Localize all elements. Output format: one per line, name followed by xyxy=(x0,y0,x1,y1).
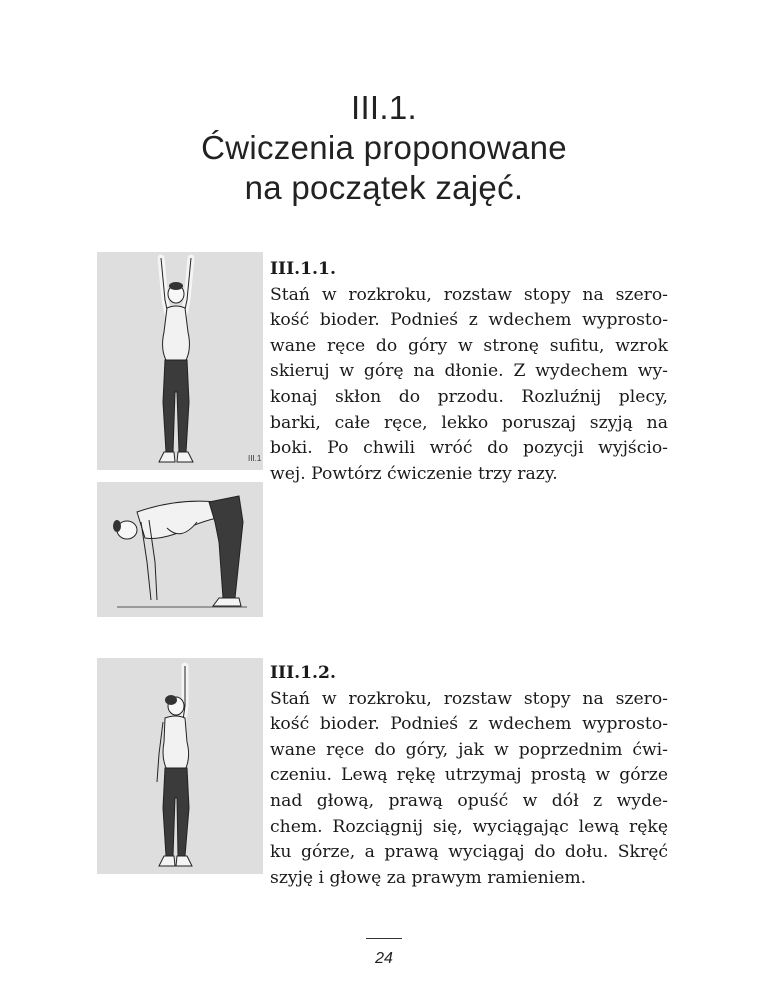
exercise-text-line: kość bioder. Podnieś z wdechem wyprosto- xyxy=(270,310,668,331)
exercise-text-line: wane ręce do góry w stronę sufitu, wzrok xyxy=(270,335,668,356)
exercise-text-line: skieruj w górę na dłonie. Z wydechem wy- xyxy=(270,361,668,382)
one-arm-stretch-illustration xyxy=(97,658,263,874)
chapter-title-line-2: na początek zajęć. xyxy=(244,169,524,206)
chapter-number: III.1. xyxy=(351,89,417,126)
forward-bend-illustration xyxy=(97,482,263,617)
exercise-text-line: czeniu. Lewą rękę utrzymaj prostą w górze xyxy=(270,765,668,786)
standing-arms-up-illustration xyxy=(97,252,263,470)
exercise-text-line: barki, całe ręce, lekko poruszaj szyją na xyxy=(270,412,668,433)
figure-label: III.1 xyxy=(248,454,262,463)
figure-one-arm-stretch xyxy=(97,658,263,874)
exercise-text-line: ku górze, a prawą wyciągaj do dołu. Skręć xyxy=(270,842,668,863)
exercise-2 xyxy=(270,661,668,891)
exercise-text-line: wane ręce do góry, jak w poprzednim ćwi- xyxy=(270,739,668,760)
page-number: 24 xyxy=(375,950,393,967)
exercise-text-line: kość bioder. Podnieś z wdechem wyprosto- xyxy=(270,714,668,735)
figure-standing-arms-up xyxy=(97,252,263,470)
exercise-text-line: Stań w rozkroku, rozstaw stopy na szero- xyxy=(270,688,668,709)
exercise-text-line: Stań w rozkroku, rozstaw stopy na szero- xyxy=(270,284,668,305)
exercise-text-line: nad głową, prawą opuść w dół z wyde- xyxy=(270,790,668,811)
exercise-text-line: chem. Rozciągnij się, wyciągając lewą rękę xyxy=(270,816,668,837)
exercise-1 xyxy=(270,257,668,487)
exercise-text-line: boki. Po chwili wróć do pozycji wyjścio- xyxy=(270,438,668,459)
footer-divider xyxy=(366,938,402,939)
exercise-number: III.1.2. xyxy=(270,663,336,683)
figure-forward-bend xyxy=(97,482,263,617)
exercise-text-line: szyję i głowę za prawym ramieniem. xyxy=(270,867,587,888)
chapter-title-line-1: Ćwiczenia proponowane xyxy=(201,129,567,166)
exercise-text-line: wej. Powtórz ćwiczenie trzy razy. xyxy=(270,463,558,484)
exercise-text-line: konaj skłon do przodu. Rozluźnij plecy, xyxy=(270,386,668,407)
exercise-number: III.1.1. xyxy=(270,259,336,279)
chapter-heading xyxy=(0,88,768,208)
